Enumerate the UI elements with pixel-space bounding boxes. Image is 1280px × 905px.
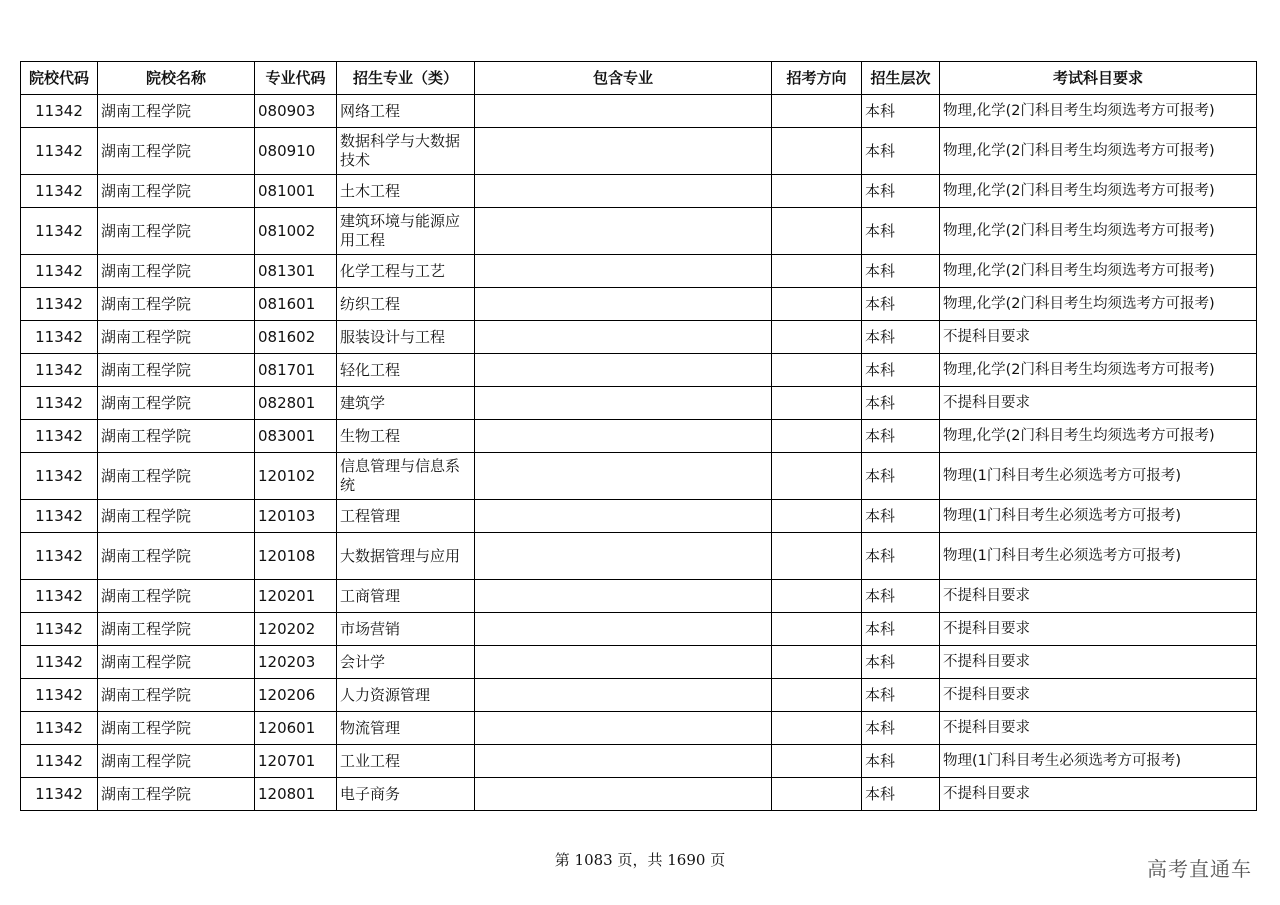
header-major-code: 专业代码 xyxy=(255,62,337,95)
cell-school-code: 11342 xyxy=(21,420,98,453)
cell-school-name: 湖南工程学院 xyxy=(98,175,255,208)
cell-direction xyxy=(772,533,862,580)
cell-major: 大数据管理与应用 xyxy=(337,533,475,580)
cell-school-code: 11342 xyxy=(21,778,98,811)
cell-includes xyxy=(475,533,772,580)
cell-school-code: 11342 xyxy=(21,745,98,778)
cell-includes xyxy=(475,354,772,387)
cell-major-code: 080903 xyxy=(255,95,337,128)
cell-includes xyxy=(475,613,772,646)
cell-direction xyxy=(772,288,862,321)
table-row xyxy=(21,712,1257,745)
cell-school-name: 湖南工程学院 xyxy=(98,533,255,580)
cell-direction xyxy=(772,95,862,128)
cell-level: 本科 xyxy=(862,208,940,255)
header-level: 招生层次 xyxy=(862,62,940,95)
cell-level: 本科 xyxy=(862,453,940,500)
cell-school-name: 湖南工程学院 xyxy=(98,500,255,533)
cell-direction xyxy=(772,453,862,500)
table-row xyxy=(21,500,1257,533)
cell-requirement: 不提科目要求 xyxy=(940,679,1257,712)
cell-requirement: 物理(1门科目考生必须选考方可报考) xyxy=(940,500,1257,533)
cell-school-name: 湖南工程学院 xyxy=(98,712,255,745)
cell-school-code: 11342 xyxy=(21,288,98,321)
cell-major-code: 120103 xyxy=(255,500,337,533)
cell-major: 信息管理与信息系统 xyxy=(337,453,475,500)
cell-requirement: 物理(1门科目考生必须选考方可报考) xyxy=(940,745,1257,778)
cell-major-code: 081601 xyxy=(255,288,337,321)
cell-major: 工程管理 xyxy=(337,500,475,533)
cell-includes xyxy=(475,778,772,811)
cell-includes xyxy=(475,712,772,745)
cell-includes xyxy=(475,580,772,613)
cell-major: 建筑环境与能源应用工程 xyxy=(337,208,475,255)
cell-school-name: 湖南工程学院 xyxy=(98,288,255,321)
cell-includes xyxy=(475,679,772,712)
cell-requirement: 物理(1门科目考生必须选考方可报考) xyxy=(940,533,1257,580)
cell-major: 服装设计与工程 xyxy=(337,321,475,354)
cell-major-code: 080910 xyxy=(255,128,337,175)
cell-level: 本科 xyxy=(862,679,940,712)
cell-level: 本科 xyxy=(862,745,940,778)
cell-school-code: 11342 xyxy=(21,175,98,208)
cell-major: 工商管理 xyxy=(337,580,475,613)
cell-school-name: 湖南工程学院 xyxy=(98,580,255,613)
cell-major-code: 120202 xyxy=(255,613,337,646)
header-school-name: 院校名称 xyxy=(98,62,255,95)
cell-major-code: 120701 xyxy=(255,745,337,778)
cell-includes xyxy=(475,646,772,679)
cell-includes xyxy=(475,745,772,778)
cell-requirement: 不提科目要求 xyxy=(940,580,1257,613)
cell-major-code: 082801 xyxy=(255,387,337,420)
cell-requirement: 物理,化学(2门科目考生均须选考方可报考) xyxy=(940,175,1257,208)
cell-school-code: 11342 xyxy=(21,646,98,679)
cell-major: 电子商务 xyxy=(337,778,475,811)
cell-direction xyxy=(772,321,862,354)
table-body xyxy=(21,95,1257,811)
cell-level: 本科 xyxy=(862,500,940,533)
cell-school-name: 湖南工程学院 xyxy=(98,208,255,255)
cell-direction xyxy=(772,778,862,811)
cell-includes xyxy=(475,321,772,354)
cell-major-code: 083001 xyxy=(255,420,337,453)
cell-includes xyxy=(475,420,772,453)
table-row xyxy=(21,208,1257,255)
cell-requirement: 物理,化学(2门科目考生均须选考方可报考) xyxy=(940,208,1257,255)
table-row xyxy=(21,778,1257,811)
cell-school-name: 湖南工程学院 xyxy=(98,95,255,128)
cell-includes xyxy=(475,95,772,128)
cell-level: 本科 xyxy=(862,175,940,208)
cell-level: 本科 xyxy=(862,95,940,128)
cell-major: 数据科学与大数据技术 xyxy=(337,128,475,175)
cell-major: 会计学 xyxy=(337,646,475,679)
cell-major-code: 120108 xyxy=(255,533,337,580)
cell-level: 本科 xyxy=(862,288,940,321)
table-row xyxy=(21,321,1257,354)
cell-major-code: 081002 xyxy=(255,208,337,255)
table-row xyxy=(21,420,1257,453)
cell-requirement: 不提科目要求 xyxy=(940,613,1257,646)
cell-direction xyxy=(772,745,862,778)
table-row xyxy=(21,255,1257,288)
cell-requirement: 物理,化学(2门科目考生均须选考方可报考) xyxy=(940,288,1257,321)
cell-direction xyxy=(772,420,862,453)
cell-major: 生物工程 xyxy=(337,420,475,453)
header-major: 招生专业（类） xyxy=(337,62,475,95)
cell-requirement: 物理,化学(2门科目考生均须选考方可报考) xyxy=(940,354,1257,387)
cell-school-name: 湖南工程学院 xyxy=(98,321,255,354)
cell-school-name: 湖南工程学院 xyxy=(98,128,255,175)
table-row xyxy=(21,387,1257,420)
cell-requirement: 不提科目要求 xyxy=(940,778,1257,811)
cell-includes xyxy=(475,175,772,208)
table-row xyxy=(21,745,1257,778)
cell-school-name: 湖南工程学院 xyxy=(98,613,255,646)
cell-major: 纺织工程 xyxy=(337,288,475,321)
cell-level: 本科 xyxy=(862,712,940,745)
table-row xyxy=(21,646,1257,679)
cell-direction xyxy=(772,500,862,533)
cell-major: 土木工程 xyxy=(337,175,475,208)
cell-includes xyxy=(475,453,772,500)
cell-school-code: 11342 xyxy=(21,679,98,712)
cell-direction xyxy=(772,646,862,679)
cell-school-code: 11342 xyxy=(21,208,98,255)
cell-major: 轻化工程 xyxy=(337,354,475,387)
cell-direction xyxy=(772,679,862,712)
cell-school-name: 湖南工程学院 xyxy=(98,646,255,679)
cell-direction xyxy=(772,208,862,255)
cell-includes xyxy=(475,128,772,175)
cell-school-code: 11342 xyxy=(21,354,98,387)
header-school-code: 院校代码 xyxy=(21,62,98,95)
cell-level: 本科 xyxy=(862,613,940,646)
cell-direction xyxy=(772,175,862,208)
cell-requirement: 物理,化学(2门科目考生均须选考方可报考) xyxy=(940,420,1257,453)
cell-major-code: 081602 xyxy=(255,321,337,354)
cell-school-name: 湖南工程学院 xyxy=(98,453,255,500)
cell-level: 本科 xyxy=(862,387,940,420)
cell-school-name: 湖南工程学院 xyxy=(98,679,255,712)
cell-major-code: 081001 xyxy=(255,175,337,208)
cell-requirement: 不提科目要求 xyxy=(940,387,1257,420)
table-row xyxy=(21,354,1257,387)
cell-level: 本科 xyxy=(862,321,940,354)
cell-school-name: 湖南工程学院 xyxy=(98,387,255,420)
cell-requirement: 不提科目要求 xyxy=(940,321,1257,354)
cell-requirement: 不提科目要求 xyxy=(940,646,1257,679)
table-row xyxy=(21,288,1257,321)
cell-level: 本科 xyxy=(862,580,940,613)
cell-school-code: 11342 xyxy=(21,533,98,580)
cell-major-code: 120201 xyxy=(255,580,337,613)
cell-level: 本科 xyxy=(862,354,940,387)
cell-major: 网络工程 xyxy=(337,95,475,128)
table-row xyxy=(21,580,1257,613)
watermark-text: 高考直通车 xyxy=(1147,857,1252,881)
cell-level: 本科 xyxy=(862,255,940,288)
cell-includes xyxy=(475,387,772,420)
cell-school-code: 11342 xyxy=(21,613,98,646)
cell-school-code: 11342 xyxy=(21,321,98,354)
header-direction: 招考方向 xyxy=(772,62,862,95)
cell-major-code: 120801 xyxy=(255,778,337,811)
cell-major-code: 081701 xyxy=(255,354,337,387)
table-row xyxy=(21,453,1257,500)
cell-school-code: 11342 xyxy=(21,387,98,420)
header-includes: 包含专业 xyxy=(475,62,772,95)
cell-requirement: 物理,化学(2门科目考生均须选考方可报考) xyxy=(940,128,1257,175)
cell-direction xyxy=(772,387,862,420)
table-header-row xyxy=(21,62,1257,95)
cell-school-code: 11342 xyxy=(21,255,98,288)
cell-major-code: 081301 xyxy=(255,255,337,288)
cell-major: 人力资源管理 xyxy=(337,679,475,712)
table-row xyxy=(21,95,1257,128)
cell-major: 市场营销 xyxy=(337,613,475,646)
admission-table-sheet xyxy=(20,61,1256,811)
page-number: 第 1083 页，共 1690 页 xyxy=(554,851,726,869)
cell-school-code: 11342 xyxy=(21,580,98,613)
table-row xyxy=(21,613,1257,646)
cell-includes xyxy=(475,500,772,533)
cell-direction xyxy=(772,354,862,387)
cell-includes xyxy=(475,255,772,288)
table-row xyxy=(21,679,1257,712)
cell-requirement: 物理,化学(2门科目考生均须选考方可报考) xyxy=(940,95,1257,128)
cell-includes xyxy=(475,288,772,321)
cell-major: 物流管理 xyxy=(337,712,475,745)
cell-school-name: 湖南工程学院 xyxy=(98,778,255,811)
cell-level: 本科 xyxy=(862,420,940,453)
cell-level: 本科 xyxy=(862,778,940,811)
cell-school-code: 11342 xyxy=(21,128,98,175)
table-row xyxy=(21,533,1257,580)
cell-major: 工业工程 xyxy=(337,745,475,778)
cell-requirement: 物理(1门科目考生必须选考方可报考) xyxy=(940,453,1257,500)
cell-major-code: 120102 xyxy=(255,453,337,500)
cell-direction xyxy=(772,613,862,646)
cell-major: 建筑学 xyxy=(337,387,475,420)
cell-direction xyxy=(772,255,862,288)
cell-school-name: 湖南工程学院 xyxy=(98,420,255,453)
admission-table xyxy=(20,61,1257,811)
cell-major-code: 120203 xyxy=(255,646,337,679)
cell-school-name: 湖南工程学院 xyxy=(98,354,255,387)
cell-school-name: 湖南工程学院 xyxy=(98,255,255,288)
cell-school-name: 湖南工程学院 xyxy=(98,745,255,778)
cell-direction xyxy=(772,128,862,175)
cell-level: 本科 xyxy=(862,533,940,580)
cell-school-code: 11342 xyxy=(21,712,98,745)
cell-school-code: 11342 xyxy=(21,453,98,500)
cell-direction xyxy=(772,580,862,613)
cell-major-code: 120206 xyxy=(255,679,337,712)
cell-major: 化学工程与工艺 xyxy=(337,255,475,288)
header-requirement: 考试科目要求 xyxy=(940,62,1257,95)
cell-major-code: 120601 xyxy=(255,712,337,745)
cell-level: 本科 xyxy=(862,128,940,175)
cell-school-code: 11342 xyxy=(21,95,98,128)
cell-requirement: 不提科目要求 xyxy=(940,712,1257,745)
table-row xyxy=(21,175,1257,208)
cell-level: 本科 xyxy=(862,646,940,679)
cell-requirement: 物理,化学(2门科目考生均须选考方可报考) xyxy=(940,255,1257,288)
table-row xyxy=(21,128,1257,175)
cell-direction xyxy=(772,712,862,745)
cell-school-code: 11342 xyxy=(21,500,98,533)
cell-includes xyxy=(475,208,772,255)
